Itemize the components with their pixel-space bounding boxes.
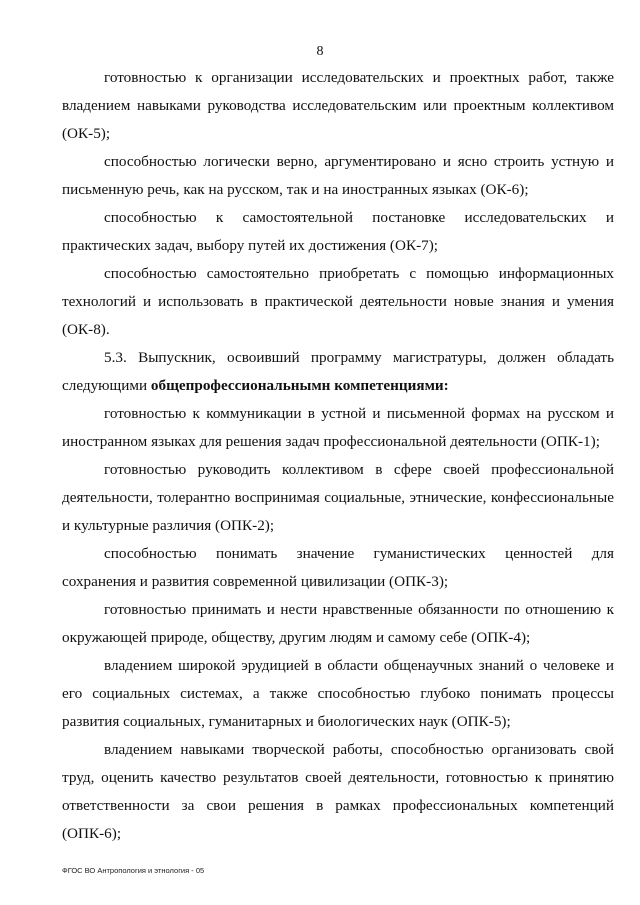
- paragraph-opk-2: готовностью руководить коллективом в сфере своей профессиональной деятельности, толерантно воспринимая социальные, этнические, конфессиональные и культурные различия (ОПК-2);: [62, 461, 614, 534]
- paragraph-opk-5: владением широкой эрудицией в области общенаучных знаний о человеке и его социальных системах, а также способностью глубоко понимать процессы развития социальных, гуманитарных и биологических наук (ОПК-5);: [62, 657, 614, 730]
- paragraph-ok-5: готовностью к организации исследовательских и проектных работ, также владением навыками руководства исследовательским или проектным коллективом (ОК-5);: [62, 69, 614, 142]
- paragraph-ok-8: способностью самостоятельно приобретать с помощью информационных технологий и использовать в практической деятельности новые знания и умения (ОК-8).: [62, 265, 614, 338]
- paragraph-opk-3: способностью понимать значение гуманистических ценностей для сохранения и развития современной цивилизации (ОПК-3);: [62, 545, 614, 590]
- document-body: [62, 64, 614, 848]
- paragraph-opk-1: готовностью к коммуникации в устной и письменной формах на русском и иностранном языках для решения задач профессиональной деятельности (ОПК-1);: [62, 405, 614, 450]
- paragraph-opk-4: готовностью принимать и нести нравственные обязанности по отношению к окружающей природе, обществу, другим людям и самому себе (ОПК-4);: [62, 601, 614, 646]
- section-5-3-text: 5.3. Выпускник, освоивший программу магистратуры, должен обладать следующими: [62, 349, 614, 394]
- page-number: 8: [316, 44, 324, 59]
- page-footer: ФГОС ВО Антропология и этнология - 05: [62, 866, 205, 875]
- paragraph-opk-6: владением навыками творческой работы, способностью организовать свой труд, оценить качество результатов своей деятельности, готовностью к принятию ответственности за свои решения в рамках профессиональных компетенций (ОПК-6);: [62, 741, 614, 842]
- paragraph-ok-7: способностью к самостоятельной постановке исследовательских и практических задач, выбору путей их достижения (ОК-7);: [62, 209, 614, 254]
- section-5-3-bold-term: общепрофессиональнымн компетенциями:: [150, 377, 449, 394]
- paragraph-ok-6: способностью логически верно, аргументировано и ясно строить устную и письменную речь, как на русском, так и на иностранных языках (ОК-6);: [62, 153, 614, 198]
- section-5-3-paragraph: [62, 344, 614, 400]
